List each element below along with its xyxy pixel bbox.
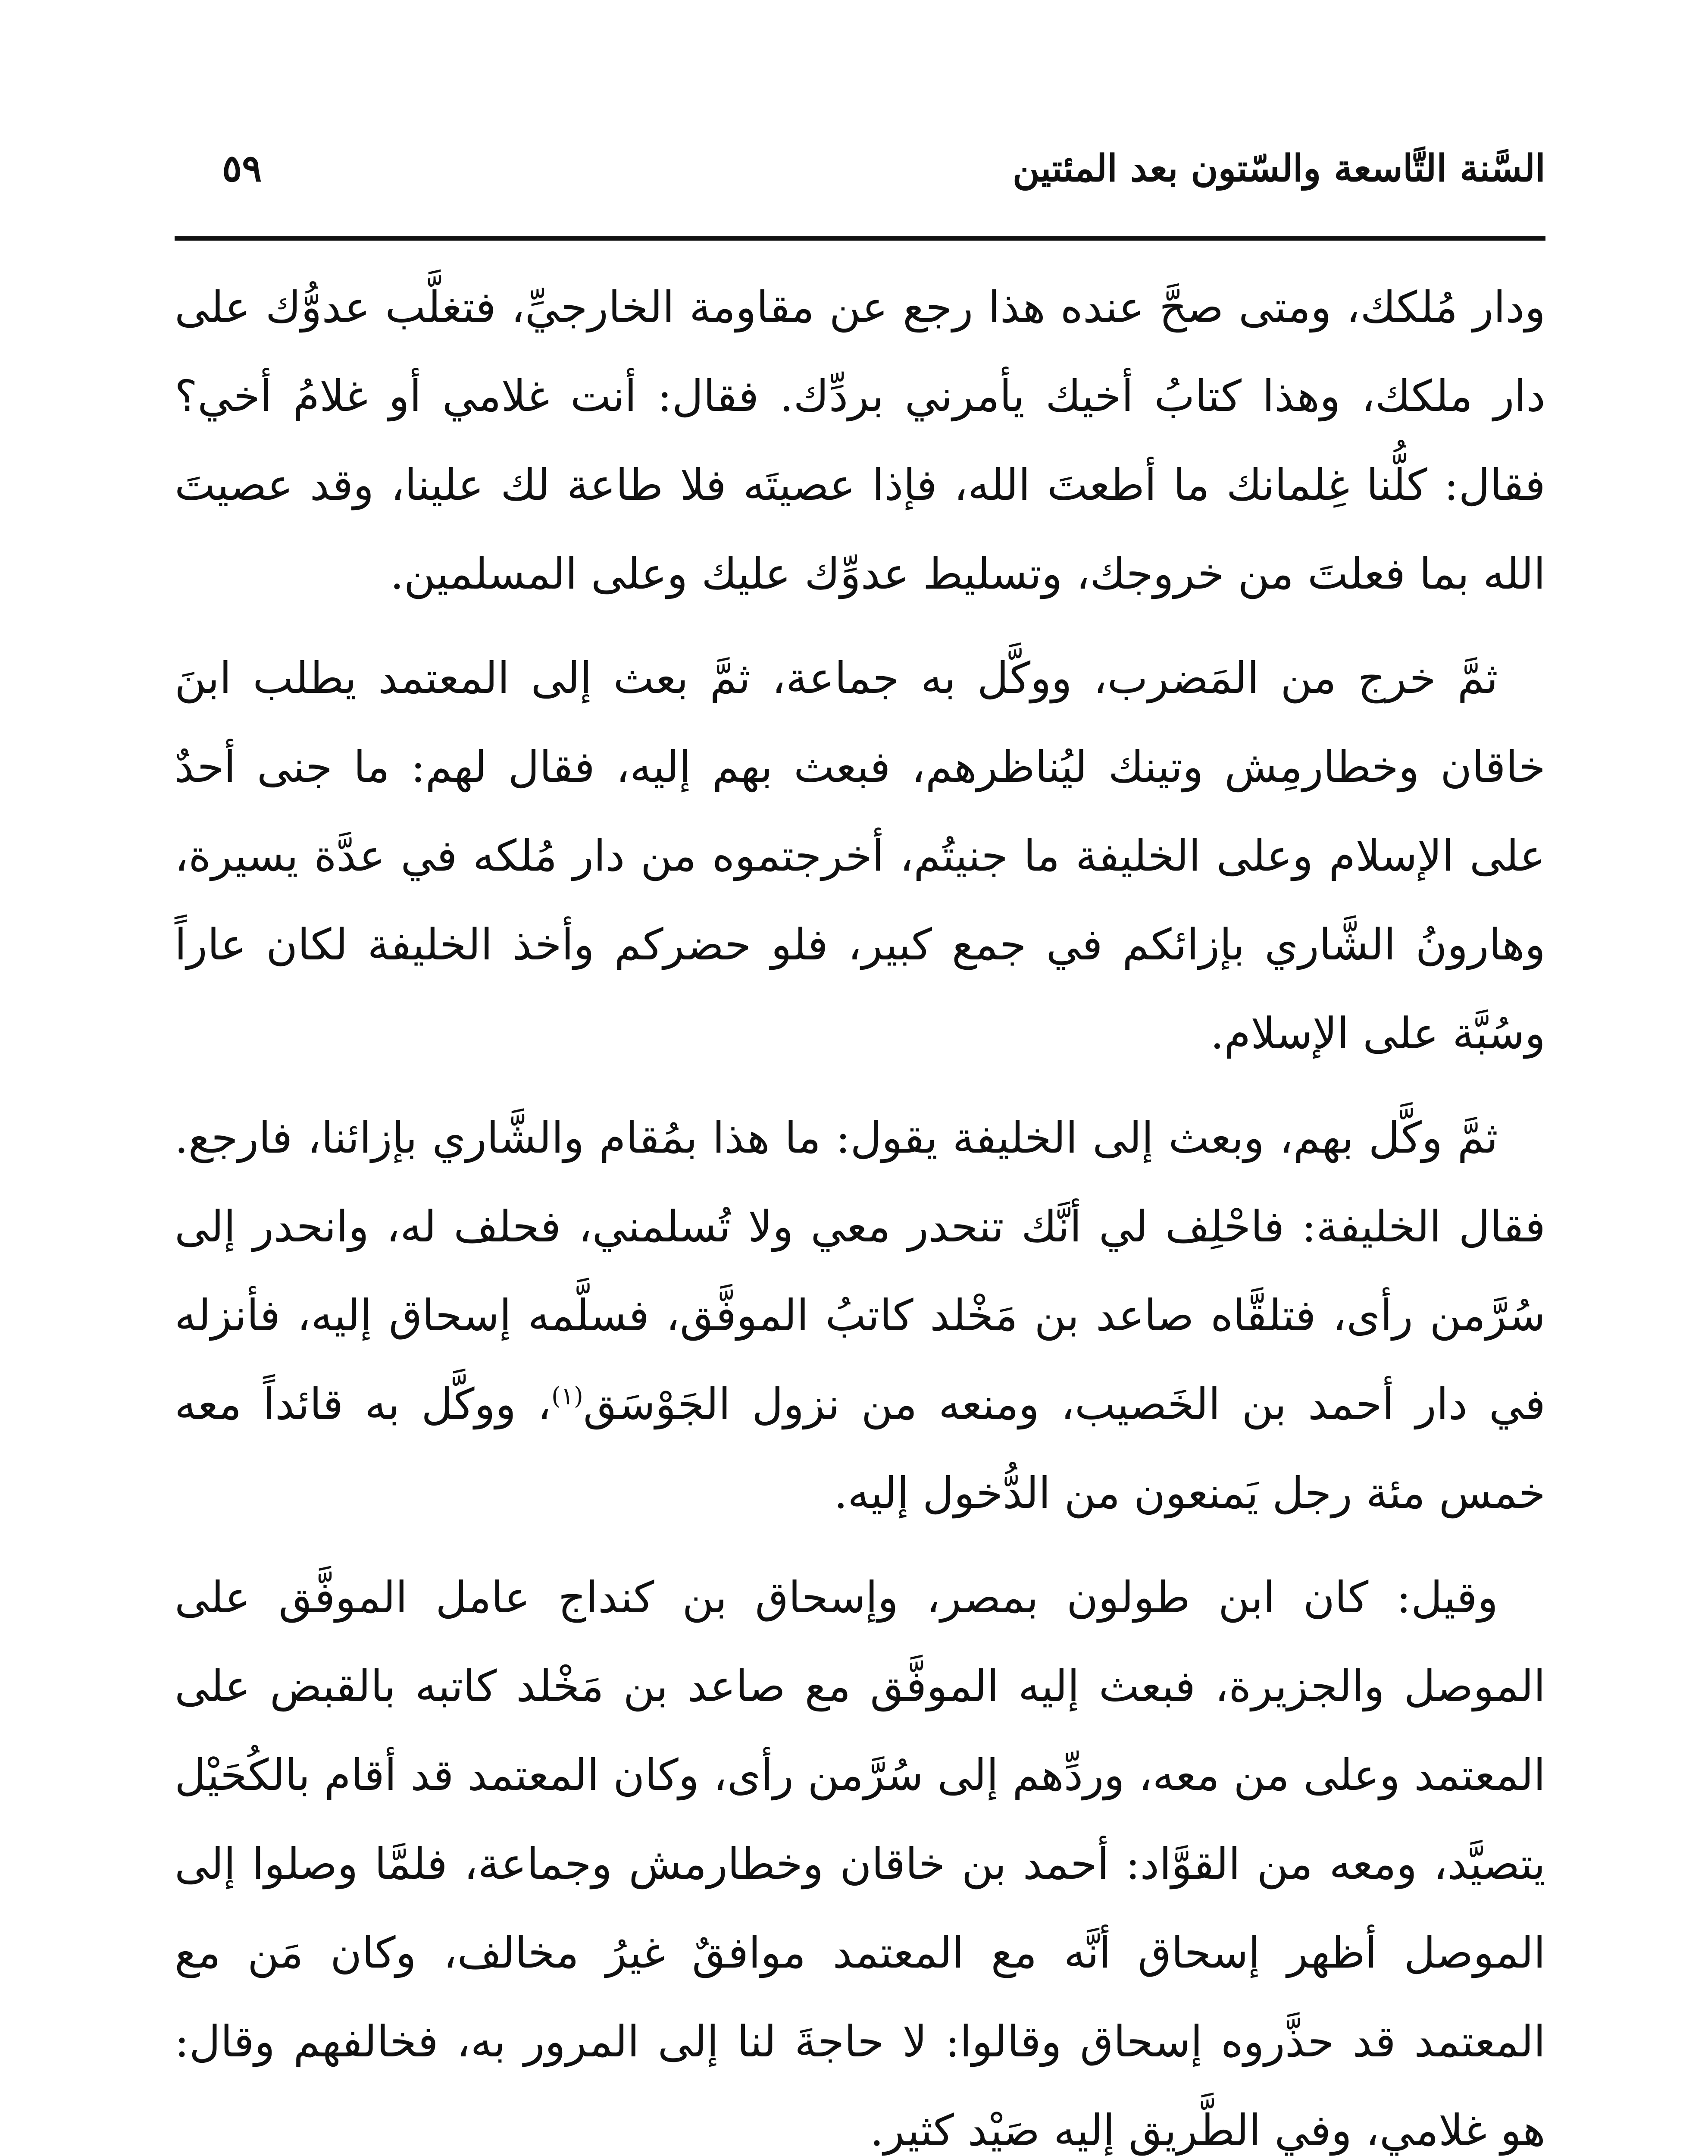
running-title: السَّنة التَّاسعة والسّتون بعد المئتين (1012, 147, 1545, 190)
footnote-reference: (١) (551, 1382, 583, 1410)
paragraph-1: ودار مُلكك، ومتى صحَّ عنده هذا رجع عن مقاومة الخارجيِّ، فتغلَّب عدوُّك على دار ملكك، وهذا كتابُ أخيك يأمرني بردِّك. فقال: أنت غلامي أو غلامُ أخي؟ فقال: كلُّنا غِلمانك ما أطعتَ الله، فإذا عصيتَه فلا طاعة لك علينا، وقد عصيتَ الله بما فعلتَ من خروجك، وتسليط عدوِّك عليك وعلى المسلمين. (175, 282, 1545, 599)
paragraph-4: وقيل: كان ابن طولون بمصر، وإسحاق بن كنداج عامل الموفَّق على الموصل والجزيرة، فبعث إليه الموفَّق مع صاعد بن مَخْلد كاتبه بالقبض على المعتمد وعلى من معه، وردِّهم إلى سُرَّمن رأى، وكان المعتمد قد أقام بالكُحَيْل يتصيَّد، ومعه من القوَّاد: أحمد بن خاقان وخطارمش وجماعة، فلمَّا وصلوا إلى الموصل أظهر إسحاق أنَّه مع المعتمد موافقٌ غيرُ مخالف، وكان مَن مع المعتمد قد حذَّروه إسحاق وقالوا: لا حاجةَ لنا إلى المرور به، فخالفهم وقال: هو غلامي، وفي الطَّريق إليه صَيْد كثير. (175, 1572, 1545, 2156)
header-rule (175, 236, 1545, 241)
paragraph-3-after-ref: ، ووكَّل به قائداً معه خمس مئة رجل يَمنعون من الدُّخول إليه. (175, 1379, 1545, 1518)
main-text (175, 263, 1545, 2156)
page-header (175, 138, 1545, 203)
paragraph-3 (175, 1094, 1545, 1538)
page-number: ٥٩ (222, 147, 262, 190)
paragraph-3-before-ref: ثمَّ وكَّل بهم، وبعث إلى الخليفة يقول: ما هذا بمُقام والشَّاري بإزائنا، فارجع. فقال الخليفة: فاحْلِف لي أنَّك تنحدر معي ولا تُسلمني، فحلف له، وانحدر إلى سُرَّمن رأى، فتلقَّاه صاعد بن مَخْلد كاتبُ الموفَّق، فسلَّمه إسحاق إليه، فأنزله في دار أحمد بن الخَصيب، ومنعه من نزول الجَوْسَق (175, 1112, 1545, 1429)
paragraph-2: ثمَّ خرج من المَضرب، ووكَّل به جماعة، ثمَّ بعث إلى المعتمد يطلب ابنَ خاقان وخطارمِش وتينك ليُناظرهم، فبعث بهم إليه، فقال لهم: ما جنى أحدٌ على الإسلام وعلى الخليفة ما جنيتُم، أخرجتموه من دار مُلكه في عدَّة يسيرة، وهارونُ الشَّاري بإزائكم في جمع كبير، فلو حضركم وأخذ الخليفة لكان عاراً وسُبَّة على الإسلام. (175, 653, 1545, 1059)
